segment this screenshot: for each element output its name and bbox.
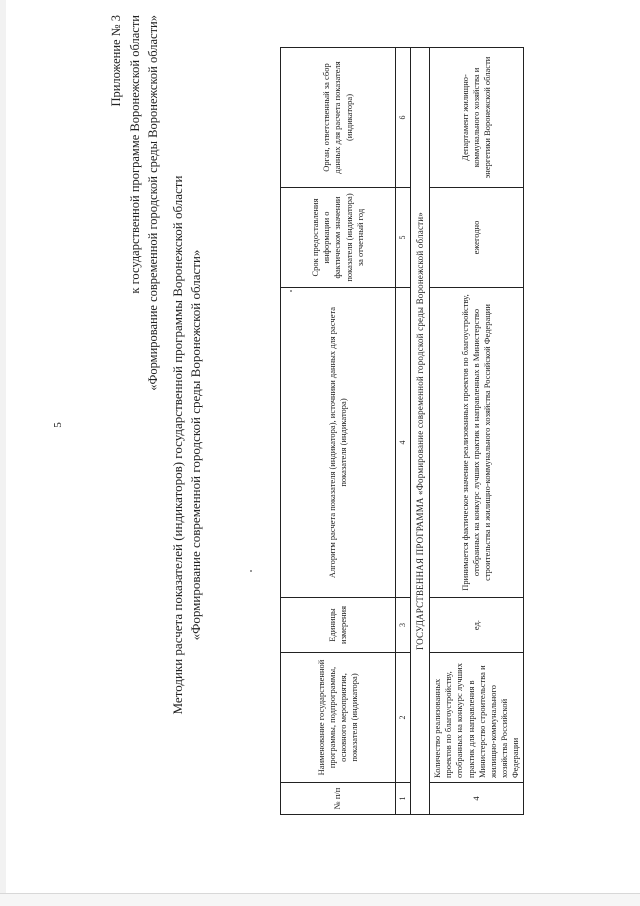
column-number: 1 bbox=[396, 783, 411, 815]
section-title: ГОСУДАРСТВЕННАЯ ПРОГРАММА «Формирование современной городской среды Воронежской области» bbox=[411, 48, 430, 815]
header-responsible: Орган, ответственный за сбор данных для расчета показателя (индикатора) bbox=[281, 48, 396, 188]
header-unit: Единицы измерения bbox=[281, 598, 396, 653]
page-number: 5 bbox=[52, 422, 64, 428]
table-row bbox=[430, 48, 523, 815]
header-name: Наименование государственной программы, подпрограммы, основного мероприятия, показателя (индикатора) bbox=[281, 653, 396, 783]
row-num: 4 bbox=[430, 783, 523, 815]
header-deadline: Срок предоставления информации о фактическом значении показателя (индикатора) за отчетный год bbox=[281, 188, 396, 288]
row-unit: ед. bbox=[430, 598, 523, 653]
column-number: 6 bbox=[396, 48, 411, 188]
appendix-label: Приложение № 3 bbox=[109, 15, 123, 107]
methodics-table bbox=[280, 47, 524, 815]
appendix-subtitle: к государственной программе Воронежской области bbox=[128, 15, 142, 294]
section-row bbox=[411, 48, 430, 815]
column-number: 3 bbox=[396, 598, 411, 653]
row-algorithm: Принимается фактическое значение реализованных проектов по благоустройству, отобранных на конкурс лучших практик и направленных в Министерство строительства и жилищно-коммунального хозяйства Российской Федерации bbox=[430, 288, 523, 598]
document-title-program: «Формирование современной городской среды Воронежской области» bbox=[188, 249, 203, 641]
header-algorithm: Алгоритм расчета показателя (индикатора), источники данных для расчета показателя (индикатора) bbox=[281, 288, 396, 598]
row-responsible: Департамент жилищно-коммунального хозяйства и энергетики Воронежской области bbox=[430, 48, 523, 188]
column-number: 5 bbox=[396, 188, 411, 288]
column-number: 4 bbox=[396, 288, 411, 598]
header-num: № п/п bbox=[281, 783, 396, 815]
column-number: 2 bbox=[396, 653, 411, 783]
column-number-row bbox=[396, 48, 411, 815]
document-title: Методики расчета показателей (индикаторов) государственной программы Воронежской области bbox=[170, 175, 185, 715]
appendix-program-name: «Формирование современной городской среды Воронежской области» bbox=[146, 15, 160, 391]
row-indicator-name: Количество реализованных проектов по благоустройству, отобранных на конкурс лучших практик для направления в Министерство строительства и жилищно-коммунального хозяйства Российской Федерации bbox=[430, 653, 523, 783]
row-deadline: ежегодно bbox=[430, 188, 523, 288]
table-header-row bbox=[281, 48, 396, 815]
